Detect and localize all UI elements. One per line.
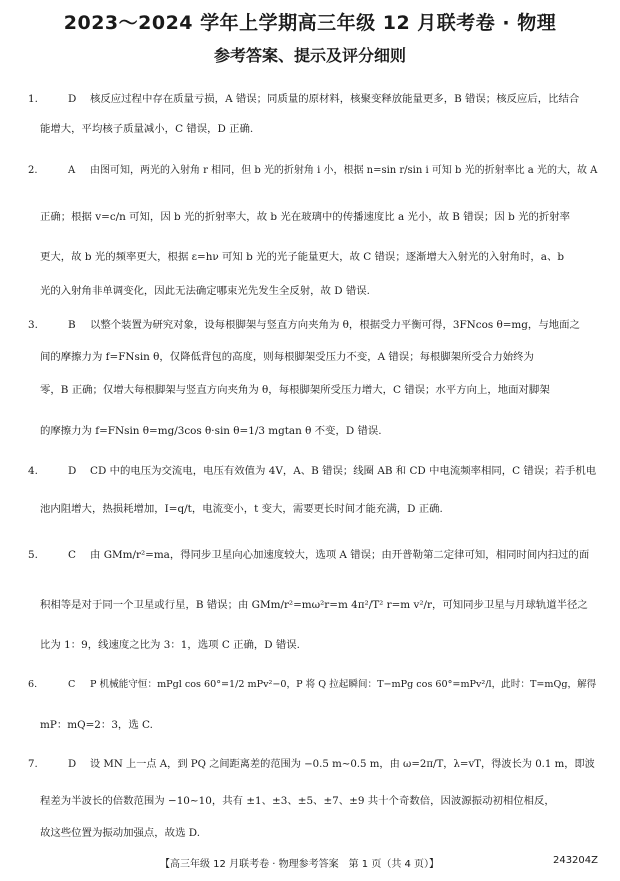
answer-text: 光的入射角非单调变化，因此无法确定哪束光先发生全反射，故 D 错误. xyxy=(40,285,370,297)
answer-7-line-2 xyxy=(0,794,555,808)
answer-number: 6. xyxy=(28,679,38,690)
answer-2-line-1 xyxy=(0,164,597,178)
answer-text: 能增大，平均核子质量减小，C 错误，D 正确. xyxy=(40,123,254,135)
answer-3-line-1 xyxy=(0,318,580,332)
answer-text: 由 GMm/r²=ma，得同步卫星向心加速度较大，选项 A 错误；由开普勒第二定律可知，相同时间内扫过的面 xyxy=(90,549,590,561)
answer-text: 设 MN 上一点 A，到 PQ 之间距离差的范围为 −0.5 m∼0.5 m，由 ω=2π/T，λ=vT，得波长为 0.1 m，即波 xyxy=(90,759,595,770)
answer-number: 4. xyxy=(28,465,38,477)
answer-text: 以整个装置为研究对象，设每根脚架与竖直方向夹角为 θ，根据受力平衡可得，3FNcos θ=mg，与地面之 xyxy=(90,319,580,331)
answer-text: 更大，故 b 光的频率更大，根据 ε=hν 可知 b 光的光子能量更大，故 C 错误；逐渐增大入射光的入射角时，a、b xyxy=(40,251,565,263)
answer-number: 2. xyxy=(28,165,38,176)
answer-3-line-2 xyxy=(0,350,534,364)
answer-7-line-3 xyxy=(0,826,200,840)
answer-choice: D xyxy=(68,93,77,105)
answer-text: 由图可知，两光的入射角 r 相同，但 b 光的折射角 i 小，根据 n=sin r/sin i 可知 b 光的折射率比 a 光的大，故 A xyxy=(90,165,598,176)
answer-text: 零，B 正确；仅增大每根脚架与竖直方向夹角为 θ，每根脚架所受压力增大，C 错误；水平方向上，地面对脚架 xyxy=(40,384,550,396)
answer-text: 正确；根据 v=c/n 可知，因 b 光的折射率大，故 b 光在玻璃中的传播速度比 a 光小，故 B 错误；因 b 光的折射率 xyxy=(40,211,571,223)
answer-5-line-2 xyxy=(0,598,588,612)
answer-2-line-3 xyxy=(0,250,564,264)
answer-text: P 机械能守恒：mPgl cos 60°=1/2 mPv²−0，P 将 Q 拉起瞬间：T−mPg cos 60°=mPv²/l，此时：T=mQg，解得 xyxy=(90,679,597,690)
answer-number: 5. xyxy=(28,549,38,561)
answer-5-line-3 xyxy=(0,638,300,652)
answer-text: 核反应过程中存在质量亏损，A 错误；同质量的原材料，核聚变释放能量更多，B 错误；核反应后，比结合 xyxy=(90,93,580,105)
answer-4-line-2 xyxy=(0,502,443,516)
answer-7-line-1 xyxy=(0,758,595,772)
footer-page-info: 【高三年级 12 月联考卷 · 物理参考答案 第 1 页（共 4 页）】 xyxy=(160,859,440,870)
answer-text: 程差为半波长的倍数范围为 −10∼10，共有 ±1、±3、±5、±7、±9 共十个奇数倍，因波源振动初相位相反， xyxy=(40,795,555,807)
document-title: 2023～2024 学年上学期高三年级 12 月联考卷 · 物理 xyxy=(63,12,557,34)
answer-3-line-3 xyxy=(0,383,550,397)
answer-choice: D xyxy=(68,759,77,770)
answer-choice: D xyxy=(68,465,77,477)
answer-5-line-1 xyxy=(0,548,589,562)
answer-number: 7. xyxy=(28,759,38,770)
answer-number: 1. xyxy=(28,93,38,105)
answer-choice: C xyxy=(68,679,76,690)
answer-3-line-4 xyxy=(0,424,382,438)
answer-6-line-1 xyxy=(0,678,596,692)
answer-choice: C xyxy=(68,549,76,561)
answer-choice: A xyxy=(68,165,76,176)
answer-text: 故这些位置为振动加强点，故选 D. xyxy=(40,827,201,839)
answer-number: 3. xyxy=(28,319,38,331)
answer-2-line-2 xyxy=(0,210,570,224)
answer-2-line-4 xyxy=(0,284,370,298)
answer-1-line-1 xyxy=(0,92,579,106)
answer-text: mP：mQ=2：3，选 C. xyxy=(40,719,153,731)
answer-text: 间的摩擦力为 f=FNsin θ，仅降低背包的高度，则每根脚架受压力不变，A 错误；每根脚架所受合力始终为 xyxy=(40,351,534,363)
answer-text: 比为 1：9，线速度之比为 3：1，选项 C 正确，D 错误. xyxy=(40,639,300,651)
answer-4-line-1 xyxy=(0,464,596,478)
answer-6-line-2 xyxy=(0,718,153,732)
answer-text: 池内阻增大，热损耗增加，I=q/t，电流变小，t 变大，需要更长时间才能充满，D 正确. xyxy=(40,503,443,515)
footer-code: 243204Z xyxy=(552,855,598,866)
answer-text: 积相等是对于同一个卫星或行星，B 错误；由 GMm/r²=mω²r=m 4π²/T² r=m v²/r，可知同步卫星与月球轨道半径之 xyxy=(40,599,588,611)
answer-choice: B xyxy=(68,319,76,331)
answer-text: 的摩擦力为 f=FNsin θ=mg/3cos θ·sin θ=1/3 mgtan θ 不变，D 错误. xyxy=(40,425,382,437)
answer-text: CD 中的电压为交流电，电压有效值为 4V，A、B 错误；线圈 AB 和 CD 中电流频率相同，C 错误；若手机电 xyxy=(90,465,597,477)
answer-1-line-2 xyxy=(0,122,253,136)
document-subtitle: 参考答案、提示及评分细则 xyxy=(213,46,406,65)
